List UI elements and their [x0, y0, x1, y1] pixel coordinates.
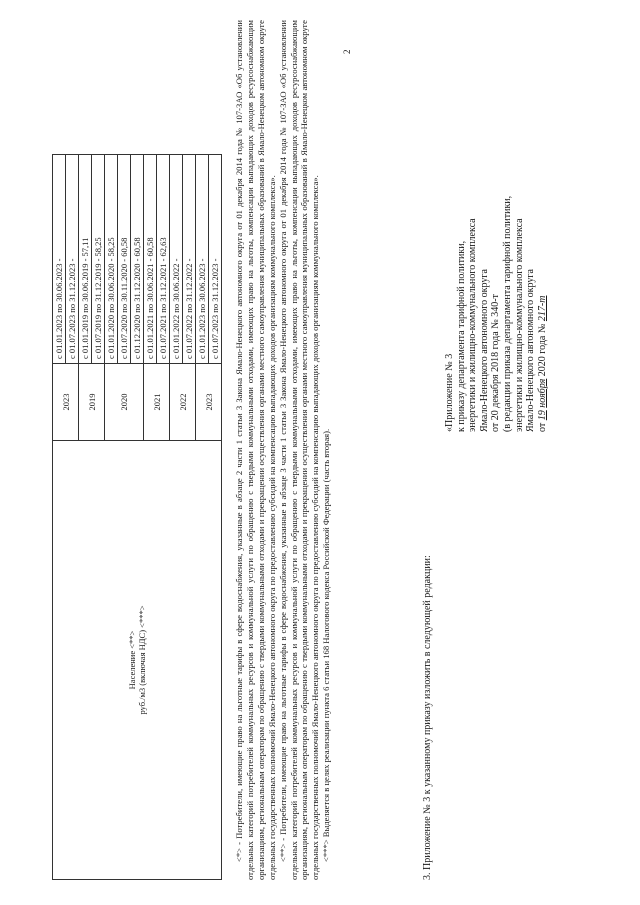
group-label-cell — [53, 441, 222, 880]
footnote-2: <**> - Потребители, имеющие право на льготные тарифы в сфере водоснабжения, указанные в абзаце 3 части 1 статьи 3 Закона Ямало-Ненецкого автономного округа от 01 декабря 2014 года № 107-ЗАО «Об установлении отдельных категорий потребителей коммунальных ресурсов и коммунальной услуги по обращению с твердыми коммунальными отходами, имеющих право на льготы, компенсации выпадающих доходов ресурсоснабжающим организациям, региональным операторам по обращению с твердыми коммунальными отходами и прекращении осуществления органами местного самоуправления муниципальных образований в Ямало-Ненецком автономном округе отдельных государственных полномочий Ямало-Ненецкого автономного округа по предоставлению субсидий на компенсацию выпадающих доходов организациям коммунального комплекса». — [277, 20, 321, 880]
year-cell: 2022 — [170, 364, 196, 441]
appendix-line-5: от 20 декабря 2018 года № 340-т — [490, 294, 502, 432]
footnote-1: <*> - Потребители, имеющие право на льготные тарифы в сфере водоснабжения, указанные в абзаце 2 части 1 статьи 3 Закона Ямало-Ненецкого автономного округа от 01 декабря 2014 года № 107-ЗАО «Об установлении отдельных категорий потребителей коммунальных ресурсов и коммунальной услуги по обращению с твердыми коммунальными отходами, имеющих право на льготы, компенсации выпадающих доходов ресурсоснабжающим организациям, региональным операторам по обращению с твердыми коммунальными отходами и прекращении осуществления органами местного самоуправления муниципальных образований в Ямало-Ненецком автономном округе отдельных государственных полномочий Ямало-Ненецкого автономного округа по предоставлению субсидий на компенсацию выпадающих доходов организациям коммунального комплекса». — [234, 20, 277, 880]
date-year: 2020 года № — [536, 323, 548, 377]
group-label-line-1: Население <**> — [127, 630, 137, 690]
period-cell: с 01.07.2019 по 31.12.2019 - 58,25 — [92, 155, 105, 364]
handwritten-day: 19 — [536, 410, 548, 421]
tariff-table — [52, 154, 222, 880]
table-row — [53, 155, 66, 880]
page-mark: 2 — [342, 49, 352, 54]
period-cell: с 01.07.2023 по 31.12.2023 - — [209, 155, 222, 364]
handwritten-number: 217-т — [536, 295, 548, 322]
appendix-line-4: Ямало-Ненецкого автономного округа — [478, 269, 490, 432]
appendix-line-7: энергетики и жилищно-коммунального комплекса — [513, 218, 525, 432]
year-cell: 2023 — [53, 364, 79, 441]
year-cell: 2023 — [196, 364, 222, 441]
year-cell: 2019 — [79, 364, 105, 441]
appendix-line-1: «Приложение № 3 — [444, 353, 455, 432]
appendix-line-2: к приказу департамента тарифной политики, — [455, 240, 467, 432]
period-cell: с 01.07.2020 по 30.11.2020 - 60,58 — [118, 155, 131, 364]
period-cell: с 01.07.2023 по 31.12.2023 - — [66, 155, 79, 364]
date-prefix: от — [536, 422, 548, 432]
appendix-line-3: энергетики и жилищно-коммунального комплекса — [467, 218, 479, 432]
period-cell: с 01.01.2021 по 30.06.2021 - 60,58 — [144, 155, 157, 364]
period-cell: с 01.07.2021 по 31.12.2021 - 62,63 — [157, 155, 170, 364]
period-cell: с 01.01.2023 по 30.06.2023 - — [196, 155, 209, 364]
year-cell: 2020 — [105, 364, 144, 441]
year-cell: 2021 — [144, 364, 170, 441]
period-cell: с 01.01.2019 по 30.06.2019 - 57,11 — [79, 155, 92, 364]
rotated-content — [20, 20, 620, 880]
period-cell: с 01.01.2020 по 30.06.2020 - 58,25 — [105, 155, 118, 364]
period-cell: с 01.01.2023 по 30.06.2023 - — [53, 155, 66, 364]
period-cell: с 01.01.2022 по 30.06.2022 - — [170, 155, 183, 364]
item-3-text: 3. Приложение № 3 к указанному приказу изложить в следующей редакции: — [422, 555, 433, 880]
footnote-3: <***> Выделяется в целях реализации пункта 6 статьи 168 Налогового кодекса Российской Федерации (часть вторая). — [321, 428, 332, 862]
handwritten-month: ноября — [536, 378, 548, 408]
group-label-line-2: руб./м3 (включая НДС) <***> — [137, 605, 147, 715]
period-cell: с 01.12.2020 по 31.12.2020 - 60,58 — [131, 155, 144, 364]
appendix-header — [444, 196, 548, 432]
appendix-line-6: (в редакции приказа департамента тарифной политики, — [501, 195, 513, 432]
footnotes — [234, 20, 332, 880]
appendix-line-8: Ямало-Ненецкого автономного округа — [525, 269, 537, 432]
appendix-line-9 — [537, 196, 549, 432]
period-cell: с 01.07.2022 по 31.12.2022 - — [183, 155, 196, 364]
